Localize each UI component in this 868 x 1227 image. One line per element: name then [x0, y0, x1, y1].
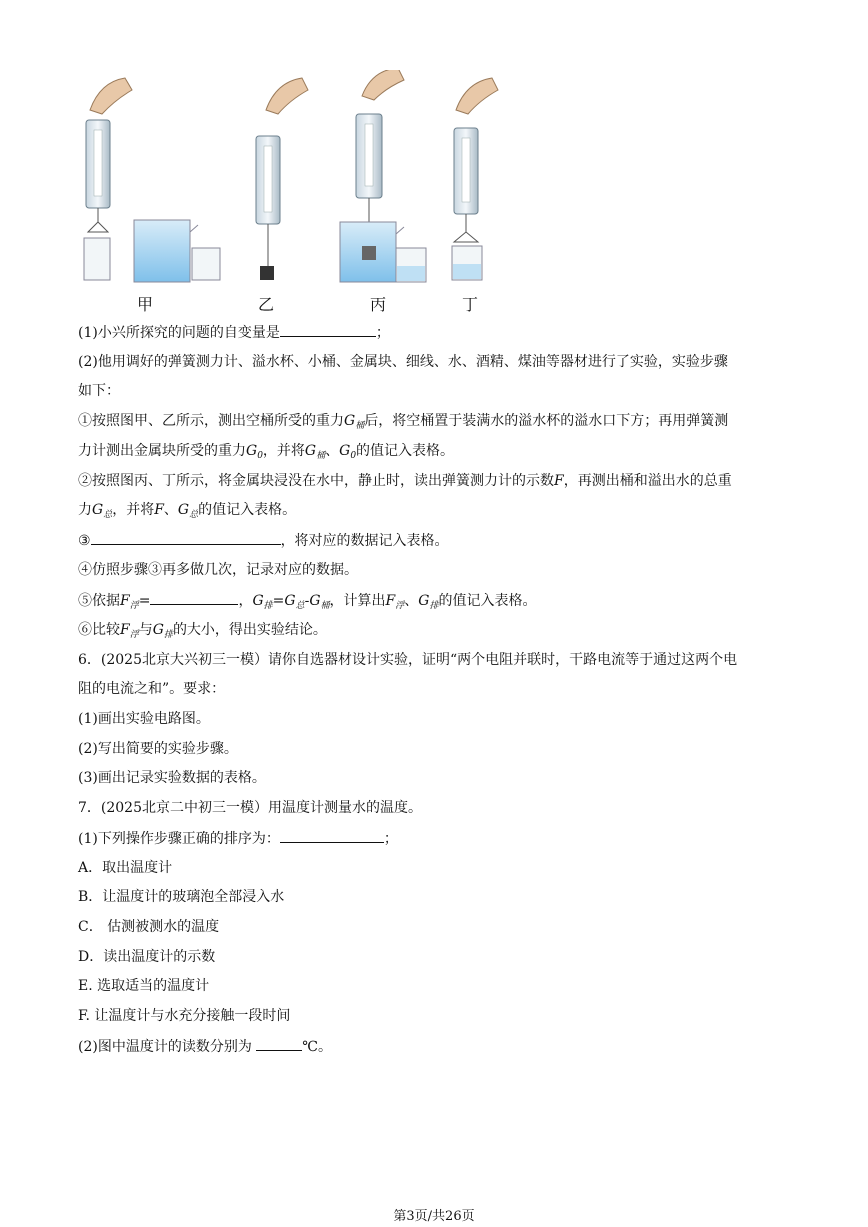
answer-blank[interactable] [280, 322, 376, 337]
q5-step6: ⑥比较$F_浮$与$G_排$的大小，得出实验结论。 [78, 622, 327, 640]
hand-icon [456, 78, 498, 114]
figure-label-jia: 甲 [136, 295, 153, 314]
q5-part2-line1: (2)他用调好的弹簧测力计、溢水杯、小桶、金属块、细线、水、酒精、煤油等器材进行了实验，实验步骤 [78, 354, 728, 370]
q5-step2-line2: 力$G_总$，并将F、$G_总$的值记入表格。 [78, 502, 297, 520]
q5-part1: (1)小兴所探究的问题的自变量是 ； [78, 322, 390, 343]
q5-part2-line2: 如下： [78, 383, 120, 399]
q7-option-b: B．让温度计的玻璃泡全部浸入水 [78, 889, 285, 905]
q7-part1: (1)下列操作步骤正确的排序为： ； [78, 828, 398, 849]
q6-req2: (2)写出简要的实验步骤。 [78, 741, 238, 757]
q7-part2: (2)图中温度计的读数分别为 ℃。 [78, 1036, 332, 1057]
metal-block-icon [362, 246, 376, 260]
q5-step3: ③ ，将对应的数据记入表格。 [78, 530, 449, 551]
setup-jia [84, 78, 220, 282]
q7-option-a: A．取出温度计 [78, 860, 173, 876]
q7-option-f: F. 让温度计与水充分接触一段时间 [78, 1008, 291, 1024]
experiment-figure [70, 70, 530, 310]
metal-block-icon [260, 266, 274, 280]
answer-blank[interactable] [91, 530, 281, 545]
q6-req1: (1)画出实验电路图。 [78, 711, 210, 727]
q6-line1: 6．(2025北京大兴初三一模）请你自选器材设计实验，证明“两个电阻并联时，干路电流等于通过这两个电 [78, 652, 738, 668]
q6-line2: 阻的电流之和”。要求： [78, 681, 226, 697]
q5-step1-line1: ①按照图甲、乙所示，测出空桶所受的重力$G_桶$后，将空桶置于装满水的溢水杯的溢水口下方；再用弹簧测 [78, 413, 729, 431]
q7-option-d: D．读出温度计的示数 [78, 949, 216, 965]
hand-icon [266, 78, 308, 114]
q5-step2-line1: ②按照图丙、丁所示，将金属块浸没在水中，静止时，读出弹簧测力计的示数F，再测出桶和溢出水的总重 [78, 473, 732, 489]
q5-step4: ④仿照步骤③再多做几次，记录对应的数据。 [78, 562, 358, 578]
answer-blank[interactable] [280, 828, 384, 843]
q7-option-c: C． 估测被测水的温度 [78, 919, 220, 935]
answer-blank[interactable] [256, 1036, 302, 1051]
bucket-icon [192, 248, 220, 280]
q6-req3: (3)画出记录实验数据的表格。 [78, 770, 266, 786]
bucket-icon [84, 238, 110, 280]
hand-icon [362, 70, 404, 100]
hand-icon [90, 78, 132, 114]
figure-label-bing: 丙 [369, 295, 386, 314]
q7-line1: 7．(2025北京二中初三一模）用温度计测量水的温度。 [78, 800, 422, 816]
page-footer: 第3页/共26页 [393, 1209, 475, 1224]
figure-label-yi: 乙 [257, 295, 274, 314]
setup-yi [256, 78, 308, 280]
setup-bing [340, 70, 426, 282]
q5-step5: ⑤依据$F_浮=$ ，$G_排=G_总-G_桶$，计算出$F_浮$、$G_排$的值记入表格。 [78, 590, 536, 616]
q7-option-e: E. 选取适当的温度计 [78, 978, 210, 994]
setup-ding [452, 78, 498, 280]
q5-step1-line2: 力计测出金属块所受的重力$G_0$，并将$G_桶$、$G_0$的值记入表格。 [78, 443, 455, 461]
figure-label-ding: 丁 [461, 295, 478, 314]
answer-blank[interactable] [150, 590, 238, 605]
overflow-cup-icon [134, 220, 190, 282]
